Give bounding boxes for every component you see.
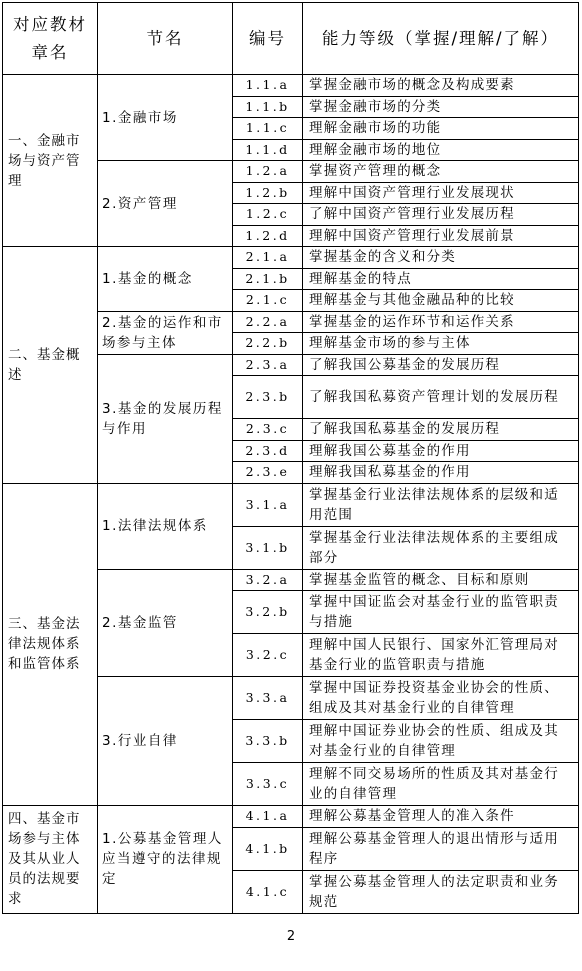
code-cell: 2.3.d <box>233 440 303 462</box>
section-cell: 2.基金监管 <box>98 569 233 677</box>
code-cell: 3.3.c <box>233 763 303 806</box>
chapter-cell: 四、基金市场参与主体及其从业人员的法规要求 <box>3 806 98 914</box>
ability-cell: 理解公募基金管理人的退出情形与适用程序 <box>303 827 579 870</box>
ability-cell: 掌握基金的运作环节和运作关系 <box>303 311 579 333</box>
ability-cell: 理解公募基金管理人的准入条件 <box>303 806 579 828</box>
section-cell: 1.基金的概念 <box>98 247 233 312</box>
ability-cell: 了解中国资产管理行业发展历程 <box>303 204 579 226</box>
ability-cell: 掌握中国证券投资基金业协会的性质、组成及其对基金行业的自律管理 <box>303 677 579 720</box>
table-row <box>3 483 579 526</box>
section-cell: 1.法律法规体系 <box>98 483 233 569</box>
code-cell: 3.2.a <box>233 569 303 591</box>
code-cell: 1.1.d <box>233 139 303 161</box>
code-cell: 1.1.a <box>233 75 303 97</box>
code-cell: 2.1.a <box>233 247 303 269</box>
table-row <box>3 75 579 97</box>
code-cell: 3.3.a <box>233 677 303 720</box>
section-cell: 3.基金的发展历程与作用 <box>98 354 233 483</box>
ability-cell: 掌握金融市场的分类 <box>303 96 579 118</box>
table-row <box>3 806 579 828</box>
code-cell: 2.1.b <box>233 268 303 290</box>
header-code: 编号 <box>233 3 303 75</box>
code-cell: 2.3.a <box>233 354 303 376</box>
ability-cell: 理解基金市场的参与主体 <box>303 333 579 355</box>
ability-cell: 理解我国私募基金的作用 <box>303 462 579 484</box>
ability-cell: 了解我国公募基金的发展历程 <box>303 354 579 376</box>
section-cell: 3.行业自律 <box>98 677 233 806</box>
code-cell: 1.2.b <box>233 182 303 204</box>
ability-cell: 掌握中国证监会对基金行业的监管职责与措施 <box>303 591 579 634</box>
ability-cell: 掌握基金行业法律法规体系的层级和适用范围 <box>303 483 579 526</box>
ability-cell: 掌握基金的含义和分类 <box>303 247 579 269</box>
code-cell: 1.1.c <box>233 118 303 140</box>
code-cell: 1.2.d <box>233 225 303 247</box>
ability-cell: 了解我国私募基金的发展历程 <box>303 419 579 441</box>
code-cell: 1.2.a <box>233 161 303 183</box>
code-cell: 2.3.e <box>233 462 303 484</box>
chapter-cell: 一、金融市场与资产管理 <box>3 75 98 247</box>
code-cell: 4.1.a <box>233 806 303 828</box>
code-cell: 3.2.b <box>233 591 303 634</box>
ability-cell: 理解金融市场的功能 <box>303 118 579 140</box>
ability-cell: 理解中国证券业协会的性质、组成及其对基金行业的自律管理 <box>303 720 579 763</box>
code-cell: 3.1.a <box>233 483 303 526</box>
ability-cell: 掌握资产管理的概念 <box>303 161 579 183</box>
section-cell: 1.公募基金管理人应当遵守的法律规定 <box>98 806 233 914</box>
section-cell: 1.金融市场 <box>98 75 233 161</box>
header-chapter: 对应教材章名 <box>3 3 98 75</box>
header-ability: 能力等级（掌握/理解/了解） <box>303 3 579 75</box>
ability-cell: 理解中国人民银行、国家外汇管理局对基金行业的监管职责与措施 <box>303 634 579 677</box>
code-cell: 3.1.b <box>233 526 303 569</box>
code-cell: 1.2.c <box>233 204 303 226</box>
syllabus-table <box>2 2 579 914</box>
ability-cell: 理解我国公募基金的作用 <box>303 440 579 462</box>
ability-cell: 掌握金融市场的概念及构成要素 <box>303 75 579 97</box>
ability-cell: 理解不同交易场所的性质及其对基金行业的自律管理 <box>303 763 579 806</box>
section-cell: 2.资产管理 <box>98 161 233 247</box>
table-row <box>3 247 579 269</box>
page-number: 2 <box>286 929 296 944</box>
section-cell: 2.基金的运作和市场参与主体 <box>98 311 233 354</box>
ability-cell: 理解中国资产管理行业发展现状 <box>303 182 579 204</box>
chapter-cell: 二、基金概述 <box>3 247 98 484</box>
code-cell: 1.1.b <box>233 96 303 118</box>
code-cell: 2.2.a <box>233 311 303 333</box>
code-cell: 2.3.b <box>233 376 303 419</box>
code-cell: 4.1.b <box>233 827 303 870</box>
ability-cell: 理解基金的特点 <box>303 268 579 290</box>
code-cell: 3.3.b <box>233 720 303 763</box>
code-cell: 4.1.c <box>233 870 303 913</box>
ability-cell: 理解金融市场的地位 <box>303 139 579 161</box>
ability-cell: 掌握公募基金管理人的法定职责和业务规范 <box>303 870 579 913</box>
code-cell: 2.1.c <box>233 290 303 312</box>
table-header-row <box>3 3 579 75</box>
ability-cell: 理解中国资产管理行业发展前景 <box>303 225 579 247</box>
ability-cell: 了解我国私募资产管理计划的发展历程 <box>303 376 579 419</box>
header-section: 节名 <box>98 3 233 75</box>
ability-cell: 掌握基金行业法律法规体系的主要组成部分 <box>303 526 579 569</box>
ability-cell: 掌握基金监管的概念、目标和原则 <box>303 569 579 591</box>
code-cell: 2.3.c <box>233 419 303 441</box>
code-cell: 3.2.c <box>233 634 303 677</box>
code-cell: 2.2.b <box>233 333 303 355</box>
ability-cell: 理解基金与其他金融品种的比较 <box>303 290 579 312</box>
chapter-cell: 三、基金法律法规体系和监管体系 <box>3 483 98 806</box>
